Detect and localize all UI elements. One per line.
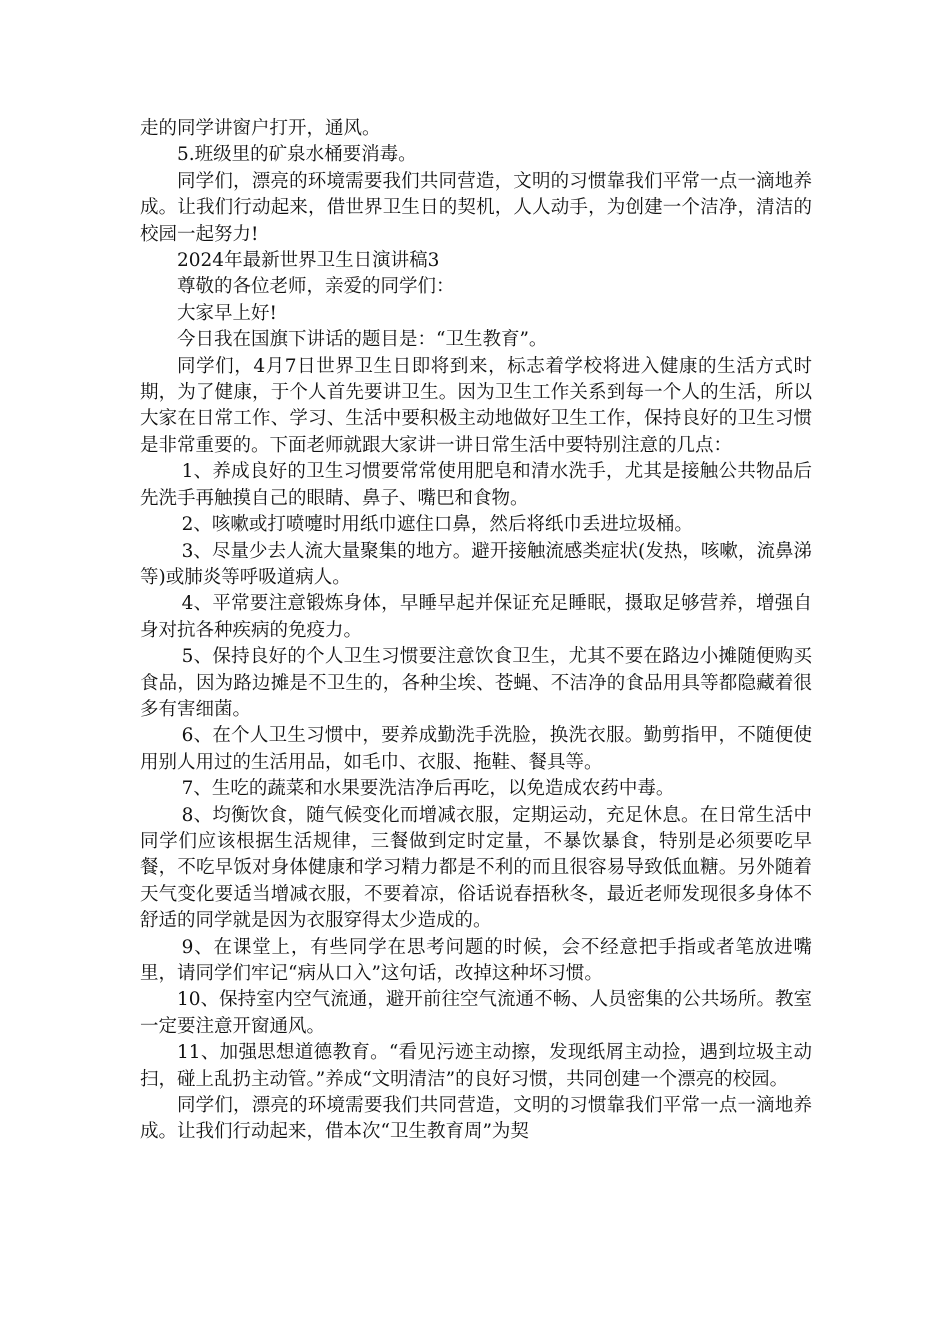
document-body [140,116,812,1146]
salutation: 尊敬的各位老师，亲爱的同学们： [177,276,455,298]
paragraph-closing-2: 同学们，漂亮的环境需要我们共同营造，文明的习惯靠我们平常一点一滴地养成。让我们行动起来，借本次“卫生教育周”为契 [140,1095,812,1143]
list-item-1: 1、养成良好的卫生习惯要常常使用肥皂和清水洗手，尤其是接触公共物品后先洗手再触摸自己的眼睛、鼻子、嘴巴和食物。 [140,461,812,509]
speech-title: 2024年最新世界卫生日演讲稿3 [177,250,440,272]
greeting: 大家早上好! [177,302,277,324]
topic-line: 今日我在国旗下讲话的题目是：“卫生教育”。 [177,329,548,351]
list-item-4: 4、平常要注意锻炼身体，早睡早起并保证充足睡眠，摄取足够营养，增强自身对抗各种疾病的免疫力。 [140,593,812,641]
list-item-7: 7、生吃的蔬菜和水果要洗洁净后再吃，以免造成农药中毒。 [181,778,675,800]
list-item-6: 6、在个人卫生习惯中，要养成勤洗手洗脸，换洗衣服。勤剪指甲，不随便使用别人用过的生活用品，如毛巾、衣服、拖鞋、餐具等。 [140,725,812,773]
list-item-9: 9、在课堂上，有些同学在思考问题的时候，会不经意把手指或者笔放进嘴里，请同学们牢记“病从口入”这句话，改掉这种坏习惯。 [140,936,812,984]
list-item-11: 11、加强思想道德教育。“看见污迹主动擦，发现纸屑主动捡，遇到垃圾主动扫，碰上乱扔主动管。”养成“文明清洁”的良好习惯，共同创建一个漂亮的校园。 [140,1042,812,1090]
paragraph-item-5-disinfect: 5.班级里的矿泉水桶要消毒。 [177,144,417,166]
list-item-2: 2、咳嗽或打喷嚏时用纸巾遮住口鼻，然后将纸巾丢进垃圾桶。 [181,514,693,536]
paragraph-intro: 同学们，4月7日世界卫生日即将到来，标志着学校将进入健康的生活方式时期，为了健康，于个人首先要讲卫生。因为卫生工作关系到每一个人的生活，所以大家在日常工作、学习、生活中要积极主动地做好卫生工作，保持良好的卫生习惯是非常重要的。下面老师就跟大家讲一讲日常生活中要特别注意的几点： [140,355,812,456]
paragraph-continuation: 走的同学讲窗户打开，通风。 [140,118,381,139]
list-item-5: 5、保持良好的个人卫生习惯要注意饮食卫生，尤其不要在路边小摊随便购买食品，因为路边摊是不卫生的，各种尘埃、苍蝇、不洁净的食品用具等都隐藏着很多有害细菌。 [140,646,812,720]
list-item-3: 3、尽量少去人流大量聚集的地方。避开接触流感类症状(发热，咳嗽，流鼻涕等)或肺炎等呼吸道病人。 [140,540,812,588]
list-item-10: 10、保持室内空气流通，避开前往空气流通不畅、人员密集的公共场所。教室一定要注意开窗通风。 [140,989,812,1037]
paragraph-closing-1: 同学们，漂亮的环境需要我们共同营造，文明的习惯靠我们平常一点一滴地养成。让我们行动起来，借世界卫生日的契机，人人动手，为创建一个洁净，清洁的校园一起努力! [140,170,812,245]
list-item-8: 8、均衡饮食，随气候变化而增减衣服，定期运动，充足休息。在日常生活中同学们应该根据生活规律，三餐做到定时定量，不暴饮暴食，特别是必须要吃早餐，不吃早饭对身体健康和学习精力都是不利的而且很容易导致低血糖。另外随着天气变化要适当增减衣服，不要着凉，俗话说春捂秋冬，最近老师发现很多身体不舒适的同学就是因为衣服穿得太少造成的。 [140,804,812,932]
